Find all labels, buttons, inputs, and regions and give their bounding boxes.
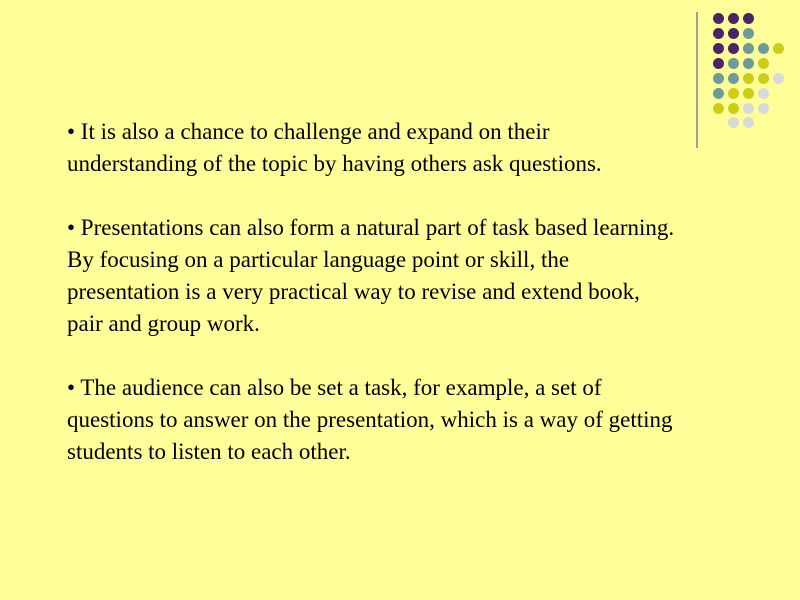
decorative-dot [758, 58, 769, 69]
decorative-dot [743, 58, 754, 69]
decorative-dot [713, 43, 724, 54]
decorative-dot [713, 73, 724, 84]
decorative-dot [743, 73, 754, 84]
decorative-dot [728, 28, 739, 39]
divider-line [696, 12, 698, 148]
decorative-dot [743, 13, 754, 24]
decorative-dot [758, 103, 769, 114]
decorative-dot [728, 103, 739, 114]
decorative-dot [728, 117, 739, 128]
decorative-dot [728, 88, 739, 99]
decorative-dot [713, 28, 724, 39]
decorative-dot [728, 73, 739, 84]
decorative-dot [713, 88, 724, 99]
decorative-dot [713, 103, 724, 114]
decorative-dot [743, 43, 754, 54]
decorative-dot [728, 43, 739, 54]
decorative-dot [743, 117, 754, 128]
decorative-dot [773, 43, 784, 54]
decorative-dot [758, 88, 769, 99]
decorative-dot [728, 13, 739, 24]
bullet-paragraph-1: • It is also a chance to challenge and expand on their understanding of the topic by having others ask questions. [67, 119, 602, 176]
decorative-dot [743, 88, 754, 99]
decorative-dot [758, 43, 769, 54]
decorative-dot [743, 103, 754, 114]
bullet-paragraph-2: • Presentations can also form a natural part of task based learning. By focusing on a particular language point or skill, the presentation is a very practical way to revise and extend book, pair and group work. [67, 215, 675, 336]
decorative-dot [743, 28, 754, 39]
decorative-dot [728, 58, 739, 69]
decorative-dot [713, 58, 724, 69]
decorative-dot [758, 73, 769, 84]
decorative-dot [713, 13, 724, 24]
bullet-paragraph-3: • The audience can also be set a task, for example, a set of questions to answer on the presentation, which is a way of getting students to listen to each other. [67, 375, 673, 464]
decorative-dot [773, 73, 784, 84]
slide-body [67, 116, 677, 468]
